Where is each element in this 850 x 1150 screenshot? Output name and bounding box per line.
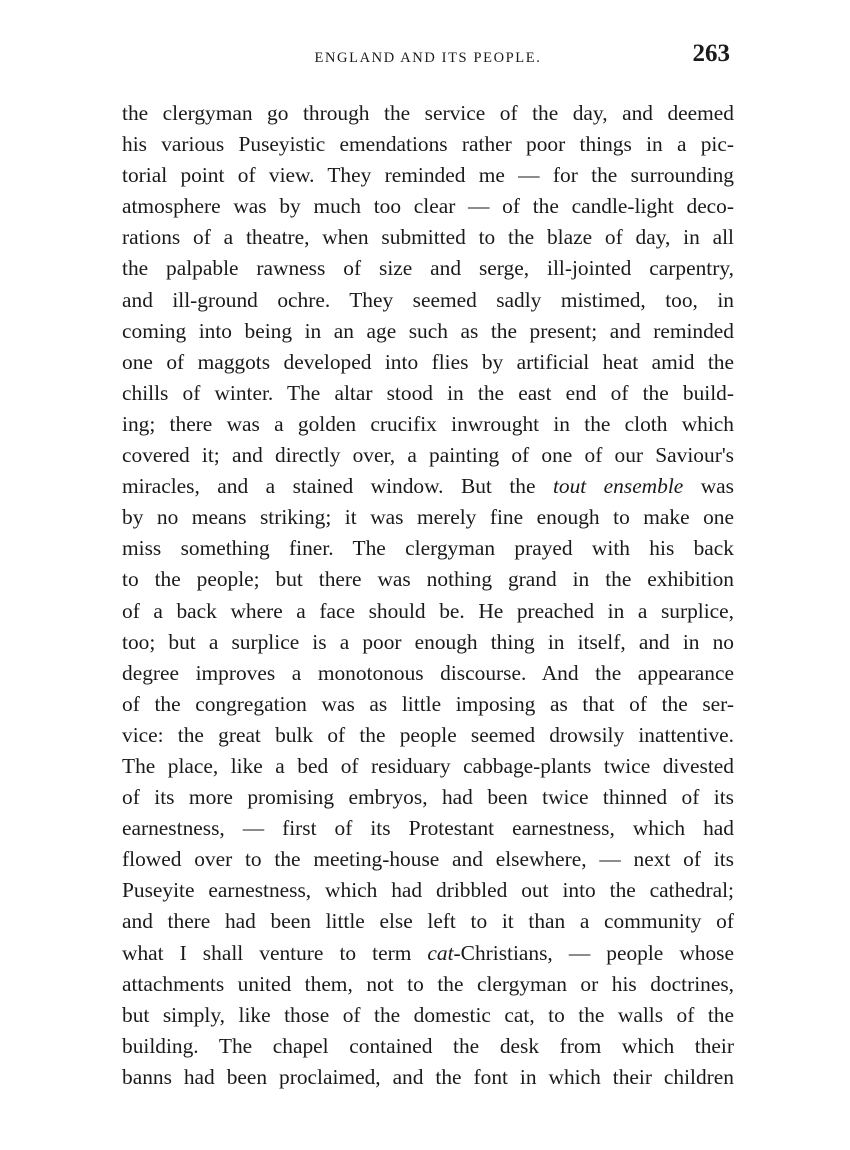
text-segment: covered it; and directly over, a painting of one of our Saviour's <box>122 443 734 468</box>
text-line <box>122 564 734 595</box>
text-segment: building. The chapel contained the desk from which their <box>122 1033 734 1058</box>
text-segment: too; but a surplice is a poor enough thing in itself, and in no <box>122 629 734 654</box>
running-title: ENGLAND AND ITS PEOPLE. <box>314 50 542 66</box>
text-line <box>122 782 734 813</box>
text-line <box>122 222 734 253</box>
text-line <box>122 378 734 409</box>
text-line <box>122 596 734 627</box>
text-line <box>122 906 734 937</box>
text-line <box>122 316 734 347</box>
text-line <box>122 627 734 658</box>
italic-phrase: cat <box>427 940 454 965</box>
text-segment: of its more promising embryos, had been twice thinned of its <box>122 785 734 810</box>
text-segment: torial point of view. They reminded me — for the surrounding <box>122 163 734 188</box>
text-line <box>122 969 734 1000</box>
text-line <box>122 1062 734 1093</box>
text-segment: miss something finer. The clergyman prayed with his back <box>122 536 734 561</box>
text-segment: atmosphere was by much too clear — of the candle-light deco- <box>122 194 734 219</box>
text-segment: what I shall venture to term <box>122 940 428 965</box>
text-line <box>122 658 734 689</box>
text-line <box>122 720 734 751</box>
text-line <box>122 253 734 284</box>
text-line <box>122 440 734 471</box>
text-line <box>122 285 734 316</box>
text-segment: degree improves a monotonous discourse. And the appearance <box>122 660 734 685</box>
text-segment: and ill-ground ochre. They seemed sadly mistimed, too, in <box>122 287 734 312</box>
text-segment: of the congregation was as little imposing as that of the ser- <box>122 691 734 716</box>
text-segment: vice: the great bulk of the people seemed drowsily inattentive. <box>122 722 734 747</box>
text-line <box>122 191 734 222</box>
running-head <box>122 40 734 76</box>
text-line <box>122 844 734 875</box>
text-line <box>122 347 734 378</box>
text-line <box>122 409 734 440</box>
text-line <box>122 813 734 844</box>
text-line <box>122 471 734 502</box>
text-segment: by no means striking; it was merely fine enough to make one <box>122 505 734 530</box>
text-line <box>122 129 734 160</box>
text-segment: and there had been little else left to it than a community of <box>122 909 734 934</box>
text-segment: chills of winter. The altar stood in the east end of the build- <box>122 380 734 405</box>
text-segment: ing; there was a golden crucifix inwrought in the cloth which <box>122 411 734 436</box>
text-segment: miracles, and a stained window. But the <box>122 474 553 499</box>
text-line <box>122 98 734 129</box>
text-segment: but simply, like those of the domestic cat, to the walls of the <box>122 1002 734 1027</box>
text-segment: -Christians, — people whose <box>453 940 734 965</box>
text-segment: attachments united them, not to the clergyman or his doctrines, <box>122 971 734 996</box>
text-segment: Puseyite earnestness, which had dribbled out into the cathedral; <box>122 878 734 903</box>
text-segment: rations of a theatre, when submitted to the blaze of day, in all <box>122 225 734 250</box>
page-number: 263 <box>692 40 730 67</box>
text-line <box>122 751 734 782</box>
text-line <box>122 1000 734 1031</box>
text-line <box>122 1031 734 1062</box>
text-line <box>122 160 734 191</box>
text-segment: coming into being in an age such as the present; and reminded <box>122 318 734 343</box>
text-segment: his various Puseyistic emendations rather poor things in a pic- <box>122 132 734 157</box>
text-line <box>122 689 734 720</box>
body-text <box>122 98 734 1093</box>
text-segment: The place, like a bed of residuary cabbage-plants twice divested <box>122 753 734 778</box>
text-segment: was <box>683 474 734 499</box>
text-line <box>122 533 734 564</box>
text-segment: to the people; but there was nothing grand in the exhibition <box>122 567 734 592</box>
text-segment: flowed over to the meeting-house and elsewhere, — next of its <box>122 847 734 872</box>
text-segment: earnestness, — first of its Protestant earnestness, which had <box>122 816 734 841</box>
text-segment: the clergyman go through the service of the day, and deemed <box>122 101 734 125</box>
text-segment: the palpable rawness of size and serge, ill-jointed carpentry, <box>122 256 734 281</box>
text-line <box>122 938 734 969</box>
text-segment: one of maggots developed into flies by artificial heat amid the <box>122 349 734 374</box>
text-segment: banns had been proclaimed, and the font in which their children <box>122 1064 734 1089</box>
text-line <box>122 502 734 533</box>
italic-phrase: tout ensemble <box>552 474 684 499</box>
text-line <box>122 875 734 906</box>
text-segment: of a back where a face should be. He preached in a surplice, <box>122 598 734 623</box>
